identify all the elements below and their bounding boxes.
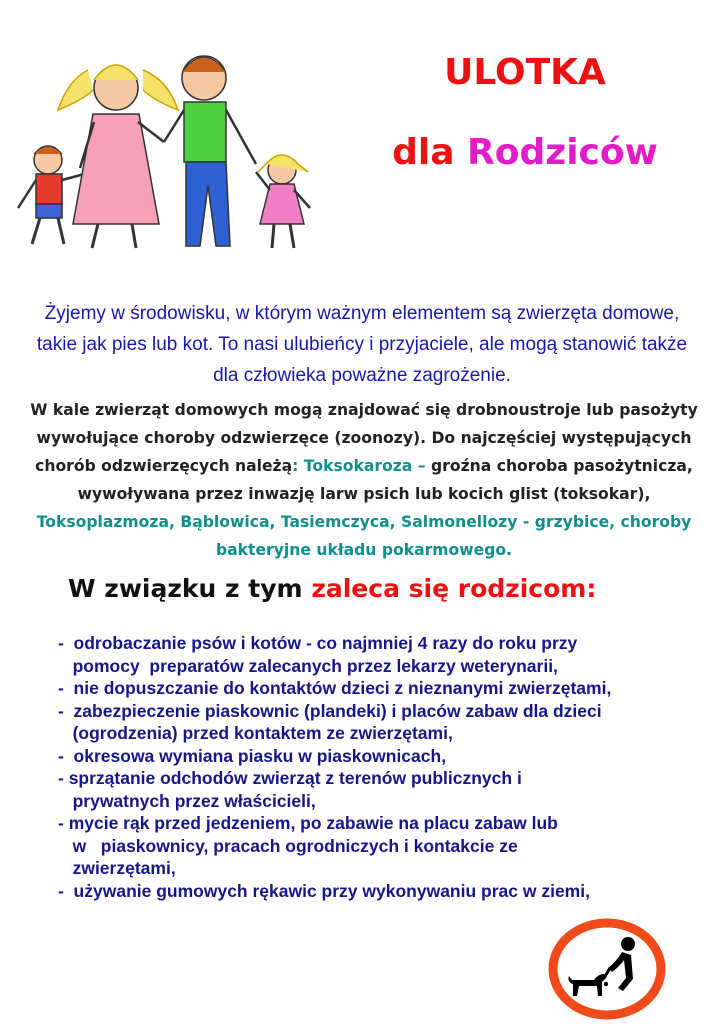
list-item: pomocy preparatów zalecanych przez lekarzy weterynarii, — [58, 655, 558, 676]
list-item: w piaskownicy, pracach ogrodniczych i kontakcie ze — [58, 835, 518, 856]
title-dla: dla — [392, 132, 468, 173]
body-text-1: W kale zwierząt domowych mogą znajdować się drobnoustroje lub pasożyty wywołujące choroby odzwierzęce (zoonozy). Do najczęściej występujących chorób odzwierzęcych należą — [30, 401, 698, 475]
body-paragraph — [22, 396, 706, 564]
list-item: zwierzętami, — [58, 858, 176, 878]
intro-paragraph: Żyjemy w środowisku, w którym ważnym elementem są zwierzęta domowe, takie jak pies lub kot. To nasi ulubieńcy i przyjaciele, ale mogą stanowić także dla człowieka poważne zagrożenie. — [36, 303, 688, 386]
list-item: - używanie gumowych rękawic przy wykonywaniu prac w ziemi, — [58, 880, 590, 901]
heading-colon: : — [586, 574, 597, 603]
dog-waste-pickup-sign-icon — [548, 918, 666, 1020]
title-ulotka: ULOTKA — [444, 52, 606, 93]
list-item: prywatnych przez właścicieli, — [58, 790, 316, 811]
recommendation-list — [58, 632, 698, 902]
body-diseases: Toksoplazmoza, Bąblowica, Tasiemczyca, Salmonellozy - grzybice, choroby bakteryjne układu pokarmowego. — [36, 513, 692, 559]
title-dla-rodzicow — [330, 132, 720, 173]
list-item: - mycie rąk przed jedzeniem, po zabawie na placu zabaw lub — [58, 813, 558, 833]
list-item: - nie dopuszczanie do kontaktów dzieci z nieznanymi zwierzętami, — [58, 678, 612, 698]
body-text-2: groźna choroba pasożytnicza, wywoływana przez inwazję larw psich lub kocich glist (toksokar), — [77, 457, 693, 503]
family-drawing-icon — [8, 30, 328, 260]
list-item: - okresowa wymiana piasku w piaskownicach, — [58, 745, 447, 766]
list-item: - zabezpieczenie piaskownic (plandeki) i placów zabaw dla dzieci — [58, 700, 602, 721]
heading-part-b: zaleca się rodzicom — [311, 574, 587, 603]
list-item: - odrobaczanie psów i kotów - co najmniej 4 razy do roku przy — [58, 633, 578, 653]
body-toksokaroza: Toksokaroza – — [298, 457, 431, 475]
body-colon: : — [292, 457, 299, 475]
list-item: - sprzątanie odchodów zwierząt z terenów publicznych i — [58, 768, 522, 788]
list-item: (ogrodzenia) przed kontaktem ze zwierzętami, — [58, 723, 453, 743]
title-rodzicow: Rodziców — [467, 132, 658, 173]
heading-part-a: W związku z tym — [68, 574, 312, 603]
recommendation-heading — [68, 574, 596, 603]
